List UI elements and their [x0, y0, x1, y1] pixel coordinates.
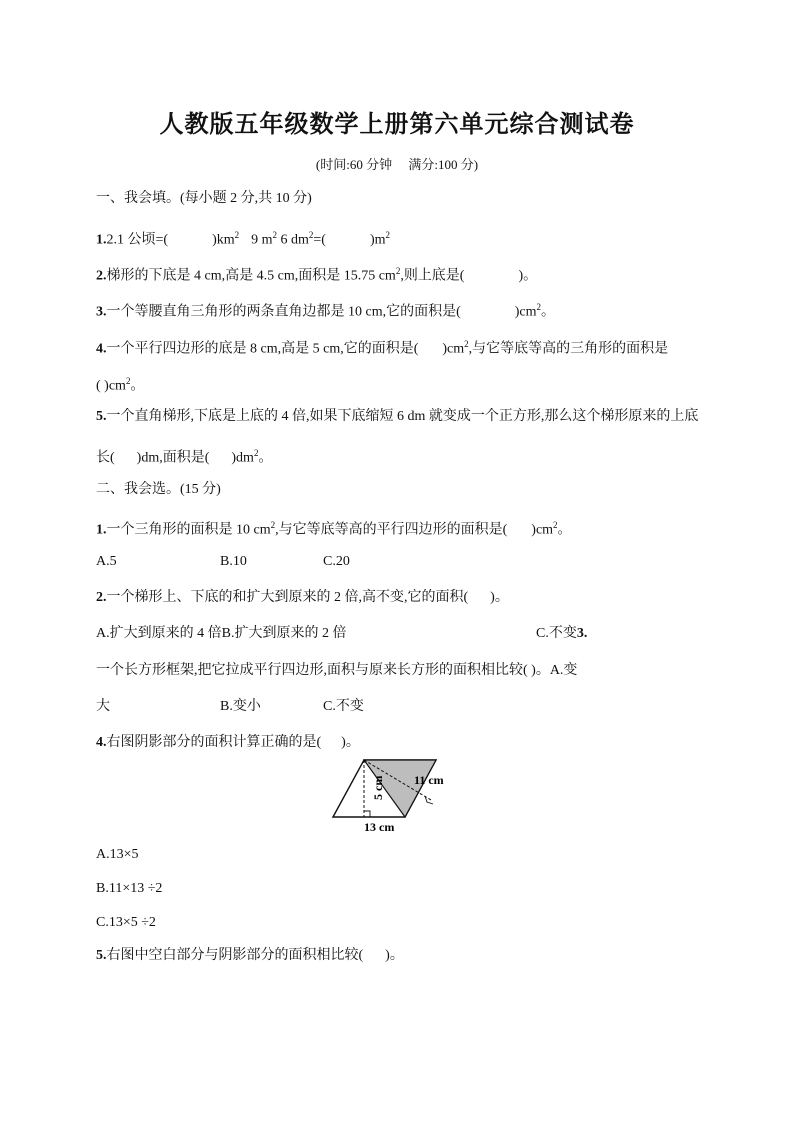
superscript: 2: [308, 230, 314, 240]
text: 。: [541, 304, 556, 320]
s2-q4-option-c[interactable]: C.13×5 ÷2: [96, 915, 156, 930]
text: =(: [313, 232, 326, 248]
text: )dm,面积是(: [136, 450, 210, 466]
superscript: 2: [270, 520, 276, 530]
superscript: 2: [272, 230, 278, 240]
section-1-heading: 一、我会填。(每小题 2 分,共 10 分): [96, 191, 312, 206]
s2-q4-option-a[interactable]: A.13×5: [96, 847, 139, 862]
text: 。: [557, 522, 572, 538]
s1-question-4-cont: [96, 372, 144, 396]
question-number: 5.: [96, 948, 107, 963]
s1-question-4: [96, 335, 668, 359]
s1-question-2: [96, 262, 537, 286]
text: )km: [212, 232, 235, 248]
text: )cm: [514, 304, 537, 320]
question-number: 1.: [96, 522, 107, 538]
s2-question-3: 一个长方形框架,把它拉成平行四边形,面积与原来长方形的面积相比较( )。A.变: [96, 663, 578, 678]
s2-q2-option-c[interactable]: [536, 625, 587, 643]
text: 一个梯形上、下底的和扩大到原来的 2 倍,高不变,它的面积(: [106, 590, 469, 605]
text: C.不变: [536, 626, 577, 641]
s2-question-5: [96, 947, 404, 965]
superscript: 2: [464, 339, 469, 349]
superscript: 2: [536, 302, 542, 312]
text: )。: [341, 735, 360, 750]
question-number: 3.: [576, 626, 588, 641]
text: )。: [385, 948, 404, 963]
question-number: 4.: [96, 735, 107, 750]
text: 2.1 公顷=(: [106, 232, 169, 248]
s2-q1-option-a[interactable]: A.5: [96, 554, 117, 569]
question-number: 5.: [96, 409, 107, 424]
superscript: 2: [234, 230, 240, 240]
text: ,与它等底等高的平行四边形的面积是(: [275, 522, 508, 538]
text: )dm: [231, 450, 254, 466]
text: ,与它等底等高的三角形的面积是: [468, 341, 669, 357]
s2-q3-option-c[interactable]: C.不变: [323, 699, 364, 714]
text: )。: [490, 590, 509, 605]
superscript: 2: [385, 230, 391, 240]
text: 。: [258, 450, 273, 466]
superscript: 2: [395, 266, 401, 276]
text: 一个平行四边形的底是 8 cm,高是 5 cm,它的面积是(: [106, 341, 419, 357]
text: ( )cm: [96, 378, 126, 394]
question-number: 1.: [96, 232, 107, 248]
question-number: 2.: [96, 590, 107, 605]
s1-question-3: [96, 298, 555, 322]
text: 一个三角形的面积是 10 cm: [106, 522, 271, 538]
question-number: 2.: [96, 268, 107, 284]
s2-q3-option-a-cont[interactable]: 大: [96, 699, 110, 714]
s1-question-5-cont: [96, 444, 272, 468]
text: 长(: [96, 450, 115, 466]
text: 右图中空白部分与阴影部分的面积相比较(: [106, 948, 364, 963]
text: 6 dm: [277, 232, 309, 248]
text: )m: [369, 232, 386, 248]
s2-question-2: [96, 589, 509, 607]
superscript: 2: [553, 520, 558, 530]
s2-q3-option-b[interactable]: B.变小: [220, 699, 261, 714]
s2-question-1: [96, 516, 572, 540]
text: 一个直角梯形,下底是上底的 4 倍,如果下底缩短 6 dm 就变成一个正方形,那么这个梯形原来的上底: [106, 409, 699, 424]
text: )。: [518, 268, 538, 284]
text: 。: [130, 378, 145, 394]
section-2-heading: 二、我会选。(15 分): [96, 482, 221, 497]
text: 9 m: [251, 232, 273, 248]
s2-q1-option-c[interactable]: C.20: [323, 554, 350, 569]
base-label: 13 cm: [364, 820, 395, 834]
superscript: 2: [125, 376, 131, 386]
question-number: 4.: [96, 341, 107, 357]
s1-question-1: [96, 226, 390, 250]
exam-info: (时间:60 分钟 满分:100 分): [315, 157, 479, 172]
slant-label: 11 cm: [414, 773, 444, 787]
text: )cm: [442, 341, 465, 357]
page-title: 人教版五年级数学上册第六单元综合测试卷: [159, 110, 635, 138]
height-label: 5 cm: [371, 775, 385, 800]
text: )cm: [531, 522, 554, 538]
s2-q4-option-b[interactable]: B.11×13 ÷2: [96, 881, 163, 896]
question-number: 3.: [96, 304, 107, 320]
superscript: 2: [253, 448, 259, 458]
parallelogram-figure: [330, 758, 470, 838]
text: 一个等腰直角三角形的两条直角边都是 10 cm,它的面积是(: [106, 304, 461, 320]
s1-question-5: [96, 408, 698, 426]
s2-q2-option-ab[interactable]: A.扩大到原来的 4 倍B.扩大到原来的 2 倍: [96, 626, 347, 641]
text: ,则上底是(: [400, 268, 465, 284]
s2-question-4: [96, 734, 360, 752]
text: 右图阴影部分的面积计算正确的是(: [106, 735, 322, 750]
text: 梯形的下底是 4 cm,高是 4.5 cm,面积是 15.75 cm: [106, 268, 396, 284]
s2-q1-option-b[interactable]: B.10: [220, 554, 247, 569]
